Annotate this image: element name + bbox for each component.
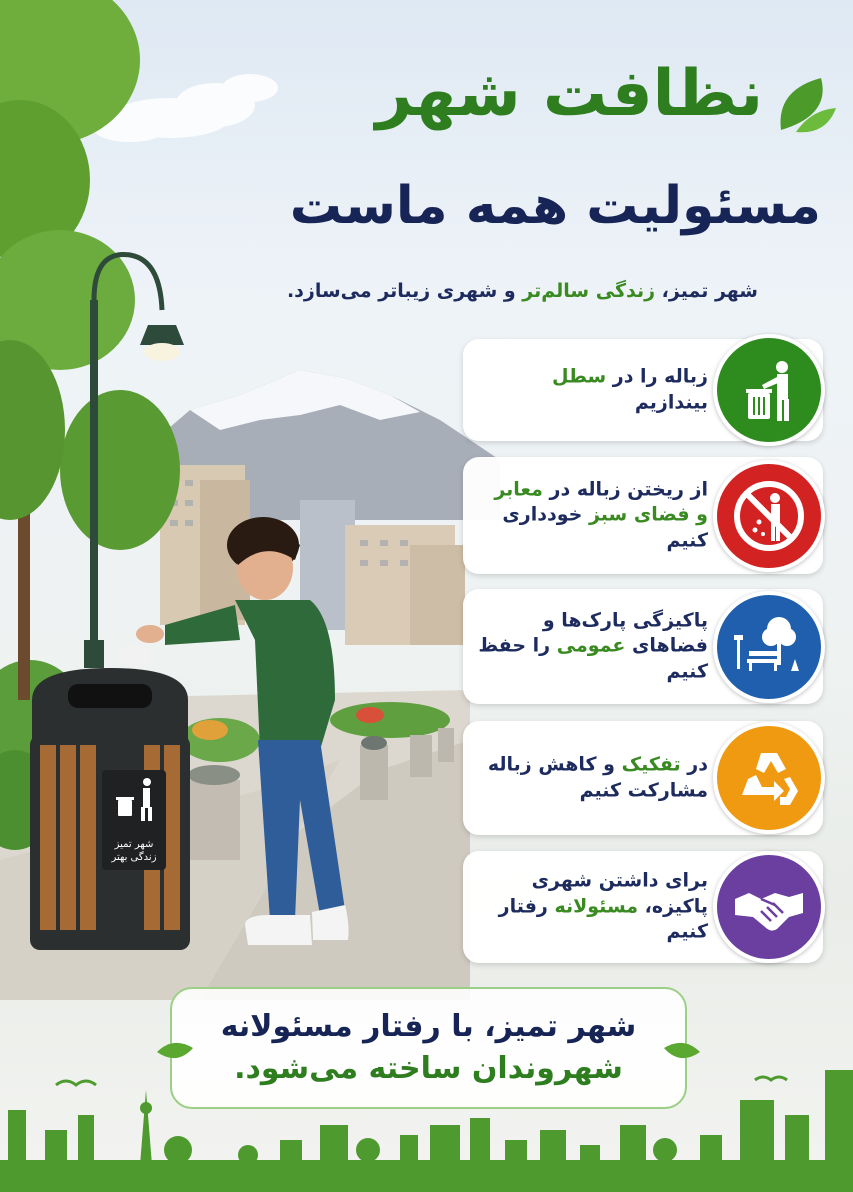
- leaf-icon: [771, 70, 841, 140]
- trash-bin: [30, 668, 190, 950]
- banner-line-1: شهر تمیز، با رفتار مسئولانه: [220, 1009, 637, 1044]
- tip-1-text: زباله را در سطل بیندازیم: [551, 365, 708, 413]
- bottom-banner: [170, 987, 687, 1109]
- tip-4-text: در تفکیک و کاهش زباله مشارکت کنیم: [487, 753, 708, 801]
- bin-sign-text: [104, 838, 164, 864]
- tip-card-4: [463, 721, 823, 835]
- tagline-highlight: زندگی سالم‌تر: [522, 280, 656, 302]
- tip-5-text: برای داشتن شهری پاکیزه، مسئولانه رفتار کنیم: [498, 869, 708, 943]
- tagline-part1: شهر تمیز،: [655, 280, 758, 302]
- leaf-icon-left: [155, 1038, 195, 1064]
- bin-sign-line-2: زندگی بهتر: [111, 852, 157, 863]
- handshake-icon: [713, 851, 825, 963]
- tip-card-2: [463, 457, 823, 574]
- tip-card-5: [463, 851, 823, 963]
- main-title: نظافت شهر: [375, 57, 763, 131]
- tagline: [287, 280, 758, 302]
- no-littering-icon: [713, 460, 825, 572]
- bin-sign-line-1: شهر تمیز: [114, 839, 154, 850]
- tip-card-1: [463, 339, 823, 441]
- tip-3-text: پاکیزگی پارک‌ها و فضاهای عمومی را حفظ کنیم: [478, 609, 708, 683]
- tip-card-3: [463, 589, 823, 704]
- leaf-icon-right: [662, 1038, 702, 1064]
- tagline-part2: و شهری زیباتر می‌سازد.: [286, 280, 523, 302]
- recycle-icon: [713, 722, 825, 834]
- banner-line-2: شهروندان ساخته می‌شود.: [234, 1051, 623, 1086]
- person-trash-icon: [713, 334, 825, 446]
- tip-2-text: از ریختن زباله در معابر و فضای سبز خودداری کنیم: [494, 478, 708, 552]
- park-bench-icon: [713, 591, 825, 703]
- main-subtitle: مسئولیت همه ماست: [289, 176, 821, 236]
